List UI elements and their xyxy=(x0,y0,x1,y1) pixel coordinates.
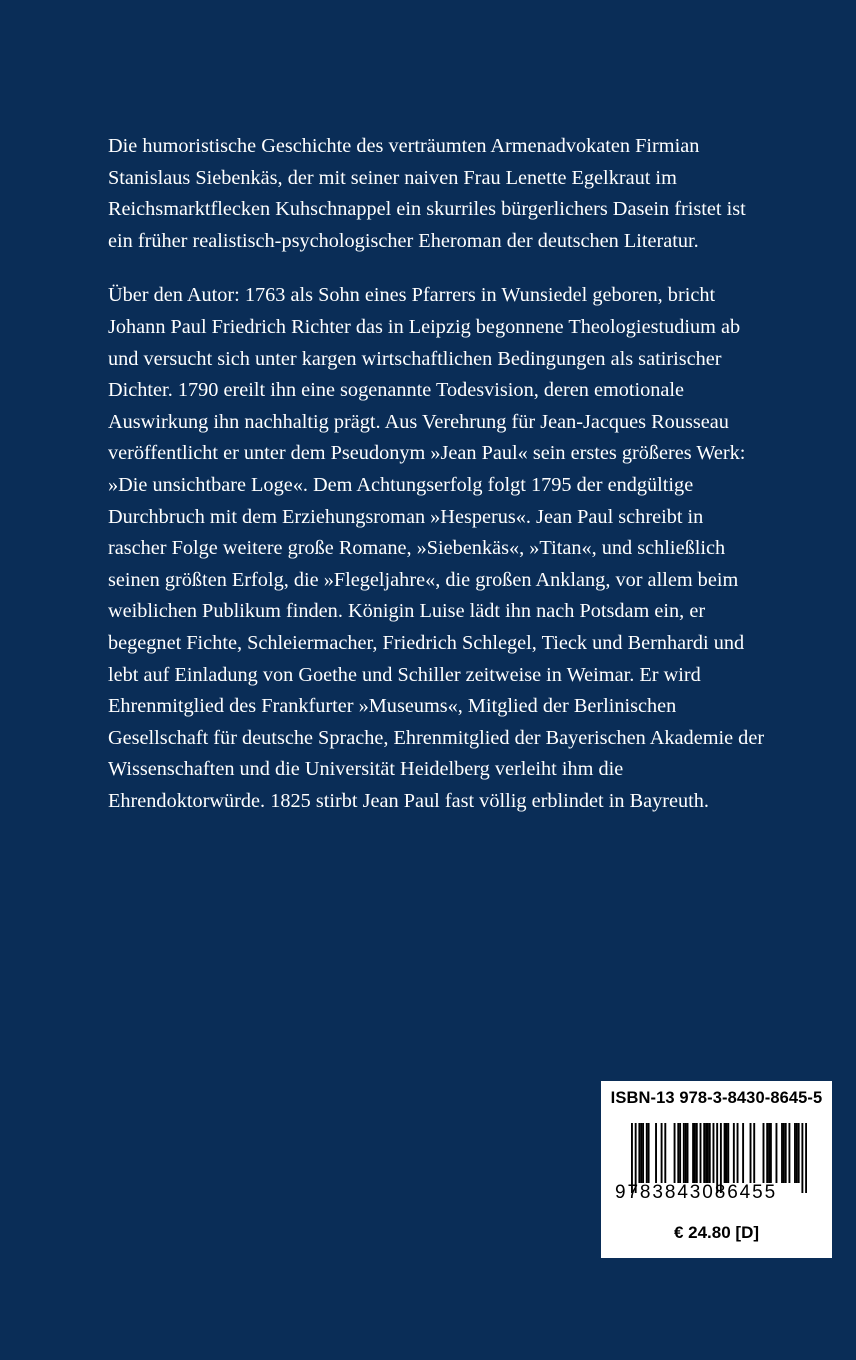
barcode-bar xyxy=(770,1123,772,1183)
barcode-bar xyxy=(696,1123,698,1183)
author-line: begegnet Fichte, Schleiermacher, Friedrich Schlegel, Tieck und Bernhardi und xyxy=(108,631,745,654)
about-author-paragraph xyxy=(108,280,808,817)
barcode-bar xyxy=(638,1123,640,1183)
barcode-bar xyxy=(713,1123,715,1183)
barcode-bar xyxy=(700,1123,702,1183)
author-line: Dichter. 1790 ereilt ihn eine sogenannte Todesvision, deren emotionale xyxy=(108,379,685,402)
author-line: Über den Autor: 1763 als Sohn eines Pfarrers in Wunsiedel geboren, bricht xyxy=(108,284,716,307)
barcode-bar xyxy=(725,1123,727,1183)
barcode-bar xyxy=(766,1123,768,1183)
barcode-bar xyxy=(742,1123,744,1183)
author-line: Wissenschaften und die Universität Heidelberg verleiht ihm die xyxy=(108,758,624,781)
barcode-bar xyxy=(640,1123,642,1183)
barcode-bar xyxy=(707,1123,709,1183)
author-line: Durchbruch mit dem Erziehungsroman »Hesperus«. Jean Paul schreibt in xyxy=(108,505,704,528)
blurb-line: Reichsmarktflecken Kuhschnappel ein skurriles bürgerlichers Dasein fristet ist xyxy=(108,198,746,221)
author-line: rascher Folge weitere große Romane, »Siebenkäs«, »Titan«, und schließlich xyxy=(108,537,726,560)
barcode-bar xyxy=(679,1123,681,1183)
isbn-label: ISBN-13 978-3-8430-8645-5 xyxy=(610,1089,823,1107)
barcode-bar xyxy=(655,1123,657,1183)
author-line: weiblichen Publikum finden. Königin Luise lädt ihn nach Potsdam ein, er xyxy=(108,600,706,623)
blurb-line: Die humoristische Geschichte des verträumten Armenadvokaten Firmian xyxy=(108,135,700,157)
price-label: € 24.80 [D] xyxy=(673,1223,760,1242)
barcode-bar xyxy=(733,1123,735,1183)
author-line: lebt auf Einladung von Goethe und Schiller zeitweise in Weimar. Er wird xyxy=(108,663,701,686)
barcode-bar xyxy=(687,1123,689,1183)
barcode-bar xyxy=(646,1123,648,1183)
barcode-bar xyxy=(737,1123,739,1183)
barcode-bar xyxy=(648,1123,650,1183)
barcode-bar xyxy=(694,1123,696,1183)
author-line: veröffentlicht er unter dem Pseudonym »Jean Paul« sein erstes größeres Werk: xyxy=(108,442,746,465)
barcode-bar xyxy=(794,1123,796,1183)
barcode-bar xyxy=(677,1123,679,1183)
barcode-bar xyxy=(776,1123,778,1183)
barcode-bar xyxy=(692,1123,694,1183)
barcode-bar xyxy=(674,1123,676,1183)
barcode-bar xyxy=(768,1123,770,1183)
barcode-bar xyxy=(683,1123,685,1183)
barcode-bar xyxy=(785,1123,787,1183)
author-line: Ehrendoktorwürde. 1825 stirbt Jean Paul fast völlig erblindet in Bayreuth. xyxy=(108,789,709,812)
blurb-paragraph xyxy=(108,131,808,257)
barcode-bar xyxy=(783,1123,785,1183)
author-line: Gesellschaft für deutsche Sprache, Ehrenmitglied der Bayerischen Akademie der xyxy=(108,726,765,749)
barcode-bar xyxy=(709,1123,711,1183)
barcode-bar xyxy=(685,1123,687,1183)
barcode-bar xyxy=(750,1123,752,1183)
barcode-box xyxy=(601,1081,832,1258)
author-line: Johann Paul Friedrich Richter das in Leipzig begonnene Theologiestudium ab xyxy=(108,315,741,338)
author-line: Auswirkung ihn nachhaltig prägt. Aus Verehrung für Jean-Jacques Rousseau xyxy=(108,410,729,433)
barcode-bar xyxy=(724,1123,726,1183)
barcode-bar xyxy=(781,1123,783,1183)
barcode-bar xyxy=(798,1123,800,1183)
barcode-bar xyxy=(703,1123,705,1183)
barcode-digits: 9783843086455 xyxy=(615,1182,778,1203)
barcode-bar xyxy=(763,1123,765,1183)
barcode-bar xyxy=(705,1123,707,1183)
blurb-line: Stanislaus Siebenkäs, der mit seiner naiven Frau Lenette Egelkraut im xyxy=(108,166,677,189)
author-line: seinen größten Erfolg, die »Flegeljahre«, die großen Anklang, vor allem beim xyxy=(108,568,739,591)
barcode-bar xyxy=(727,1123,729,1183)
barcode-bar xyxy=(664,1123,666,1183)
barcode-bar xyxy=(788,1123,790,1183)
barcode-bar xyxy=(661,1123,663,1183)
cover-text xyxy=(108,131,808,840)
author-line: Ehrenmitglied des Frankfurter »Museums«, Mitglied der Berlinischen xyxy=(108,695,677,718)
barcode-bar xyxy=(796,1123,798,1183)
author-line: »Die unsichtbare Loge«. Dem Achtungserfolg folgt 1795 der endgültige xyxy=(108,473,694,496)
barcode-bar xyxy=(642,1123,644,1183)
barcode-bar xyxy=(753,1123,755,1183)
blurb-line: ein früher realistisch-psychologischer Eheroman der deutschen Literatur. xyxy=(108,229,699,252)
author-line: und versucht sich unter kargen wirtschaftlichen Bedingungen als satirischer xyxy=(108,347,722,370)
